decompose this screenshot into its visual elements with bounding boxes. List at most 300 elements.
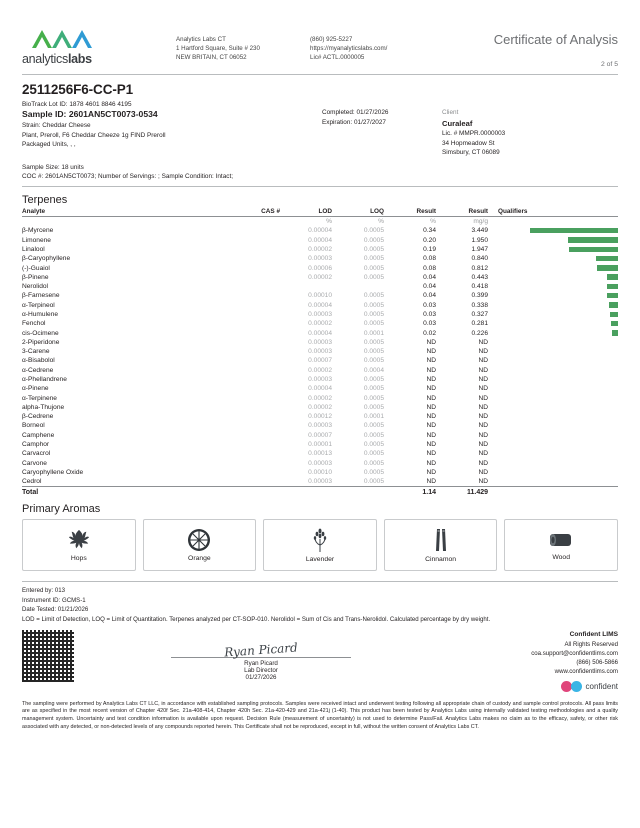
- lab-logo: [22, 26, 142, 66]
- cell-cas: [210, 310, 280, 319]
- cell-loq: 0.0005: [363, 273, 384, 281]
- table-row: [22, 412, 618, 421]
- dates-column: [322, 108, 442, 158]
- cell-analyte: Nerolidol: [22, 283, 49, 291]
- cell-qualifier-bar: [488, 440, 618, 449]
- cell-result-mgg: 0.443: [471, 273, 488, 281]
- cell-cas: [210, 347, 280, 356]
- cell-qualifier-bar: [488, 421, 618, 430]
- cell-lod: 0.00003: [308, 422, 332, 430]
- confident-title: Confident LIMS: [569, 631, 618, 639]
- terpenes-table-body: [22, 226, 618, 486]
- cell-qualifier-bar: [488, 236, 618, 245]
- cell-loq: 0.0005: [363, 478, 384, 486]
- lab-license: Lic# ACTL.0000005: [310, 53, 365, 61]
- cell-result-mgg: 3.449: [471, 227, 488, 235]
- cell-loq: 0.0005: [363, 320, 384, 328]
- units-result-percent: %: [430, 218, 436, 226]
- analytics-labs-logo-icon: [30, 26, 104, 50]
- cell-lod: 0.00003: [308, 478, 332, 486]
- cell-analyte: α-Cedrene: [22, 366, 54, 374]
- cell-result-percent: ND: [426, 422, 436, 430]
- lab-address-line-2: NEW BRITAIN, CT 06052: [176, 53, 247, 61]
- qr-code[interactable]: [22, 630, 74, 682]
- confident-rights: All Rights Reserved: [564, 640, 618, 648]
- signature-block: [171, 638, 351, 681]
- col-cas: CAS #: [210, 208, 280, 217]
- cell-qualifier-bar: [488, 477, 618, 487]
- lab-address-line-1: 1 Hartford Square, Suite # 230: [176, 44, 260, 52]
- cell-loq: 0.0005: [363, 403, 384, 411]
- sample-footnotes: [22, 163, 618, 182]
- logo-wordmark: [22, 52, 142, 66]
- cell-qualifier-bar: [488, 338, 618, 347]
- units-qual: [488, 217, 618, 227]
- cell-result-mgg: 1.950: [471, 236, 488, 244]
- cell-cas: [210, 468, 280, 477]
- cell-loq: 0.0004: [363, 366, 384, 374]
- signer-name: Ryan Picard: [244, 660, 278, 668]
- cell-loq: 0.0005: [363, 227, 384, 235]
- cell-analyte: Caryophyllene Oxide: [22, 468, 84, 476]
- col-analyte: Analyte: [22, 208, 210, 217]
- cell-qualifier-bar: [488, 384, 618, 393]
- lab-address-block: [176, 36, 296, 63]
- cell-result-mgg: ND: [478, 403, 488, 411]
- cell-result-percent: ND: [426, 403, 436, 411]
- cell-cas: [210, 236, 280, 245]
- cell-analyte: Limonene: [22, 236, 51, 244]
- cell-cas: [210, 384, 280, 393]
- cell-lod: 0.00002: [308, 320, 332, 328]
- cell-analyte: α-Pinene: [22, 385, 49, 393]
- cell-loq: 0.0005: [363, 246, 384, 254]
- cell-cas: [210, 393, 280, 402]
- packaged-line: Packaged Units, , ,: [22, 141, 76, 149]
- lod-loq-note: LOD = Limit of Detection, LOQ = Limit of Quantitation. Terpenes analyzed per CT-SOP-010. Nerolidol = Sum of Cis and Trans-Nerolidol. Calculated percentage by dry weight.: [22, 615, 491, 623]
- signer-role: Lab Director: [244, 667, 278, 675]
- expiration-label: Expiration:: [322, 118, 353, 126]
- units-cas: [210, 217, 280, 227]
- cell-cas: [210, 412, 280, 421]
- wood-icon: [547, 529, 575, 551]
- confident-website[interactable]: www.confidentlims.com: [554, 668, 618, 676]
- disclaimer-text: The sampling were performed by Analytics Labs CT LLC, in accordance with established sampling protocols. Samples were received intact and underwent testing following all appropriate chain of custody and sample control protocols. All pass limits are as specified in the most recent version of Chapter 420f Sec. 21a-408-414, Chapter 420h Sec. 21a-420-429 and 21a-421j (1-40). This product has been tested by Analytics Labs using internally validated testing methodologies and a quality management system. Uncertainty and test condition information is available upon request. Decision Rule (measurement of uncertainty) is not used to determine Pass/Fail. Analytics Labs makes no claim as to the efficacy, safety, or other risk associated with any detected, or non-detected levels of any compounds reported herein. This Certificate shall not be reproduced, except in full, without the written consent of Analytics Labs CT.: [22, 700, 618, 731]
- date-tested: Date Tested: 01/21/2026: [22, 606, 89, 614]
- cell-analyte: cis-Ocimene: [22, 329, 59, 337]
- logo-word-light: analytics: [22, 52, 68, 66]
- cell-cas: [210, 366, 280, 375]
- cell-result-percent: ND: [426, 478, 436, 486]
- cell-lod: [280, 282, 332, 291]
- col-result-percent: Result: [384, 208, 436, 217]
- table-row: [22, 375, 618, 384]
- cell-cas: [210, 245, 280, 254]
- cell-cas: [210, 301, 280, 310]
- cell-cas: [210, 440, 280, 449]
- cell-cas: [210, 282, 280, 291]
- completed-row: [322, 108, 442, 118]
- cell-qualifier-bar: [488, 366, 618, 375]
- cell-analyte: 3-Carene: [22, 348, 50, 356]
- table-row: [22, 273, 618, 282]
- aroma-label: Orange: [188, 555, 211, 563]
- cell-cas: [210, 375, 280, 384]
- aromas-section-title: Primary Aromas: [22, 503, 101, 516]
- confident-email[interactable]: coa.support@confidentlims.com: [531, 650, 618, 658]
- cell-analyte: Camphor: [22, 440, 50, 448]
- client-column: [442, 108, 602, 158]
- cell-analyte: α-Terpineol: [22, 301, 55, 309]
- col-lod: LOD: [280, 208, 332, 217]
- table-row: [22, 366, 618, 375]
- hops-icon: [68, 528, 90, 552]
- cell-cas: [210, 431, 280, 440]
- sample-info-column: [22, 108, 322, 158]
- client-address-1: 34 Hopmeadow St: [442, 139, 495, 147]
- aroma-card-hops: [22, 519, 136, 571]
- result-bar: [568, 237, 618, 243]
- cell-result-mgg: ND: [478, 478, 488, 486]
- terpenes-table: [22, 208, 618, 497]
- cell-analyte: α-Terpinene: [22, 394, 57, 402]
- result-bar: [609, 302, 618, 308]
- cell-lod: 0.00010: [308, 292, 332, 300]
- cell-cas: [210, 226, 280, 235]
- lab-name: Analytics Labs CT: [176, 36, 226, 43]
- cell-result-mgg: ND: [478, 450, 488, 458]
- col-qualifiers: Qualifiers: [488, 208, 618, 217]
- cell-analyte: Carvone: [22, 459, 47, 467]
- cell-analyte: β-Farnesene: [22, 292, 60, 300]
- cell-lod: 0.00002: [308, 273, 332, 281]
- table-row: [22, 254, 618, 263]
- cell-lod: 0.00003: [308, 338, 332, 346]
- cell-loq: 0.0005: [363, 440, 384, 448]
- cell-qualifier-bar: [488, 273, 618, 282]
- cell-analyte: (-)-Guaiol: [22, 264, 50, 272]
- confident-dot-pink-icon: [561, 681, 572, 692]
- cell-cas: [210, 338, 280, 347]
- table-row: [22, 282, 618, 291]
- signature-script: Ryan Picard: [223, 640, 299, 660]
- aroma-card-wood: [504, 519, 618, 571]
- total-lod: [280, 487, 332, 498]
- cell-analyte: Fenchol: [22, 320, 46, 328]
- logo-word-bold: labs: [67, 52, 92, 66]
- coc-line: COC #: 2601AN5CT0073; Number of Servings: ; Sample Condition: Intact;: [22, 173, 233, 181]
- cell-result-mgg: ND: [478, 357, 488, 365]
- cell-qualifier-bar: [488, 449, 618, 458]
- lab-website-link[interactable]: https://myanalyticslabs.com/: [310, 44, 388, 52]
- units-result-mgg: mg/g: [473, 218, 488, 226]
- client-address-2: Simsbury, CT 06089: [442, 149, 500, 157]
- cell-analyte: Cedrol: [22, 478, 42, 486]
- cell-cas: [210, 421, 280, 430]
- table-row: [22, 347, 618, 356]
- cell-qualifier-bar: [488, 282, 618, 291]
- cell-result-mgg: ND: [478, 413, 488, 421]
- cell-cas: [210, 319, 280, 328]
- cell-result-mgg: 0.812: [471, 264, 488, 272]
- cell-loq: 0.0005: [363, 375, 384, 383]
- aroma-card-cinnamon: [384, 519, 498, 571]
- units-lod: %: [326, 218, 332, 226]
- total-cas: [210, 487, 280, 498]
- cell-loq: 0.0005: [363, 255, 384, 263]
- cell-lod: 0.00003: [308, 348, 332, 356]
- cell-result-mgg: 0.281: [471, 320, 488, 328]
- lab-phone: (860) 925-5227: [310, 36, 353, 43]
- cell-lod: 0.00010: [308, 468, 332, 476]
- cell-result-mgg: ND: [478, 468, 488, 476]
- cell-result-percent: 0.08: [423, 255, 436, 263]
- aromas-row: [22, 519, 618, 571]
- table-header-row: [22, 208, 618, 217]
- cell-cas: [210, 263, 280, 272]
- cell-result-percent: ND: [426, 459, 436, 467]
- cell-result-percent: ND: [426, 348, 436, 356]
- cell-result-percent: 0.02: [423, 329, 436, 337]
- cell-cas: [210, 458, 280, 467]
- cell-result-mgg: ND: [478, 385, 488, 393]
- cell-lod: 0.00003: [308, 255, 332, 263]
- cell-result-mgg: ND: [478, 338, 488, 346]
- cell-cas: [210, 356, 280, 365]
- cell-qualifier-bar: [488, 291, 618, 300]
- aroma-label: Wood: [552, 554, 570, 562]
- table-row: [22, 310, 618, 319]
- cell-result-mgg: ND: [478, 366, 488, 374]
- cell-loq: [332, 282, 384, 291]
- confident-dot-blue-icon: [571, 681, 582, 692]
- cell-result-mgg: ND: [478, 348, 488, 356]
- lab-contact-block: [310, 36, 430, 63]
- cell-result-percent: 0.34: [423, 227, 436, 235]
- cell-qualifier-bar: [488, 245, 618, 254]
- cell-lod: 0.00003: [308, 311, 332, 318]
- cell-result-percent: ND: [426, 413, 436, 421]
- cell-loq: 0.0005: [363, 394, 384, 402]
- page-header: [22, 26, 618, 74]
- cell-loq: 0.0005: [363, 301, 384, 309]
- cell-loq: 0.0005: [363, 468, 384, 476]
- total-result-percent: 1.14: [384, 487, 436, 498]
- cell-result-mgg: ND: [478, 459, 488, 467]
- units-loq: %: [378, 218, 384, 226]
- cell-result-mgg: 0.226: [471, 329, 488, 337]
- confident-wordmark: confident: [585, 681, 618, 691]
- sample-id-label: Sample ID:: [22, 109, 67, 119]
- confident-lims-block: [448, 630, 618, 692]
- table-row: [22, 291, 618, 300]
- total-result-mgg: 11.429: [436, 487, 488, 498]
- cell-loq: 0.0005: [363, 357, 384, 365]
- cell-lod: 0.00002: [308, 246, 332, 254]
- cell-analyte: Camphene: [22, 431, 55, 439]
- table-row: [22, 458, 618, 467]
- cell-analyte: β-Caryophyllene: [22, 255, 71, 263]
- cell-lod: 0.00004: [308, 227, 332, 235]
- cell-lod: 0.00007: [308, 357, 332, 365]
- signature-date: 01/27/2026: [245, 674, 277, 682]
- cell-qualifier-bar: [488, 263, 618, 272]
- cell-result-mgg: 0.338: [471, 301, 488, 309]
- cell-cas: [210, 291, 280, 300]
- cell-analyte: Carvacrol: [22, 450, 51, 458]
- table-row: [22, 263, 618, 272]
- result-bar: [569, 247, 618, 253]
- table-row: [22, 328, 618, 337]
- completed-value: 01/27/2026: [356, 109, 389, 116]
- cell-cas: [210, 403, 280, 412]
- cell-qualifier-bar: [488, 328, 618, 337]
- cell-result-percent: 0.08: [423, 264, 436, 272]
- orange-icon: [187, 528, 211, 552]
- cell-lod: 0.00004: [308, 301, 332, 309]
- confident-phone: (866) 506-5866: [576, 659, 618, 667]
- cell-result-percent: ND: [426, 357, 436, 365]
- table-row: [22, 301, 618, 310]
- aroma-label: Hops: [70, 555, 87, 563]
- footer-meta: [22, 586, 618, 624]
- cell-loq: 0.0005: [363, 338, 384, 346]
- cell-loq: 0.0005: [363, 459, 384, 467]
- cell-cas: [210, 449, 280, 458]
- client-license: Lic. # MMPR.0000003: [442, 130, 506, 137]
- cell-result-mgg: 1.947: [471, 246, 488, 254]
- table-row: [22, 440, 618, 449]
- table-row: [22, 403, 618, 412]
- cell-analyte: β-Myrcene: [22, 227, 54, 235]
- cell-cas: [210, 254, 280, 263]
- cell-result-percent: ND: [426, 468, 436, 476]
- terpenes-section-title: Terpenes: [22, 194, 68, 207]
- cell-result-mgg: ND: [478, 394, 488, 402]
- table-row: [22, 245, 618, 254]
- signature-line: [171, 638, 351, 658]
- strain-line: Strain: Cheddar Cheese: [22, 121, 91, 129]
- cell-cas: [210, 273, 280, 282]
- cell-loq: 0.0005: [363, 422, 384, 430]
- cell-lod: 0.00007: [308, 431, 332, 439]
- cell-result-percent: ND: [426, 338, 436, 346]
- expiration-row: [322, 118, 442, 128]
- cell-qualifier-bar: [488, 431, 618, 440]
- aroma-label: Cinnamon: [425, 556, 457, 564]
- cell-result-mgg: 0.418: [471, 283, 488, 291]
- total-loq: [332, 487, 384, 498]
- cell-result-percent: 0.04: [423, 273, 436, 281]
- table-row: [22, 449, 618, 458]
- cell-qualifier-bar: [488, 458, 618, 467]
- cell-loq: 0.0001: [363, 413, 384, 421]
- cell-qualifier-bar: [488, 347, 618, 356]
- header-divider: [22, 74, 618, 75]
- client-label: Client: [442, 109, 459, 116]
- product-line: Plant, Preroll, F6 Cheddar Cheeze 1g FIND Preroll: [22, 131, 166, 139]
- cell-qualifier-bar: [488, 393, 618, 402]
- cell-lod: 0.00013: [308, 450, 332, 458]
- sample-id-value: 2601AN5CT0073-0534: [68, 109, 158, 119]
- cell-analyte: Linalool: [22, 246, 45, 254]
- result-bar: [596, 256, 618, 262]
- footer-divider: [22, 581, 618, 582]
- table-row: [22, 236, 618, 245]
- cell-result-percent: 0.20: [423, 236, 436, 244]
- confident-logo: [448, 681, 618, 693]
- cell-result-mgg: ND: [478, 375, 488, 383]
- signature-area: [22, 630, 618, 692]
- instrument-id: Instrument ID: GCMS-1: [22, 596, 86, 604]
- biotrack-lot: BioTrack Lot ID: 1878 4601 8846 4195: [22, 101, 132, 108]
- cell-analyte: β-Cedrene: [22, 413, 54, 421]
- cell-qualifier-bar: [488, 412, 618, 421]
- table-row: [22, 319, 618, 328]
- cell-loq: 0.0005: [363, 450, 384, 458]
- units-blank: [22, 217, 210, 227]
- result-bar: [610, 312, 618, 318]
- cell-lod: 0.00012: [308, 413, 332, 421]
- page-title: Certificate of Analysis: [493, 32, 618, 47]
- result-bar: [607, 274, 618, 280]
- cell-analyte: 2-Piperidone: [22, 338, 60, 346]
- cell-loq: 0.0005: [363, 385, 384, 393]
- col-loq: LOQ: [332, 208, 384, 217]
- page-number: 2 of 5: [600, 61, 618, 68]
- cell-qualifier-bar: [488, 375, 618, 384]
- cell-lod: 0.00002: [308, 394, 332, 402]
- client-name: Curaleaf: [442, 118, 473, 128]
- aroma-label: Lavender: [305, 556, 335, 564]
- cell-result-percent: ND: [426, 440, 436, 448]
- cell-analyte: α-Bisabolol: [22, 357, 55, 365]
- result-bar: [607, 284, 618, 290]
- cell-result-percent: ND: [426, 385, 436, 393]
- table-row: [22, 431, 618, 440]
- cell-qualifier-bar: [488, 301, 618, 310]
- cell-qualifier-bar: [488, 226, 618, 235]
- cell-result-percent: 0.04: [423, 283, 436, 291]
- expiration-value: 01/27/2027: [353, 118, 386, 126]
- cell-lod: 0.00001: [308, 440, 332, 448]
- sample-code: 2511256F6-CC-P1: [22, 82, 134, 97]
- result-bar: [597, 265, 618, 271]
- sample-size: Sample Size: 18 units: [22, 163, 84, 171]
- sample-info-grid: [22, 108, 618, 158]
- coa-title-block: [430, 26, 618, 68]
- cell-analyte: α-Phellandrene: [22, 375, 67, 383]
- cinnamon-icon: [430, 527, 452, 553]
- cell-result-percent: 0.19: [423, 246, 436, 254]
- cell-result-percent: ND: [426, 431, 436, 439]
- result-bar: [612, 330, 618, 336]
- cell-loq: 0.0005: [363, 264, 384, 272]
- cell-lod: 0.00002: [308, 403, 332, 411]
- cell-result-percent: 0.03: [423, 320, 436, 328]
- cell-loq: 0.0005: [363, 311, 384, 318]
- cell-result-mgg: ND: [478, 431, 488, 439]
- sample-id-row: [22, 108, 322, 121]
- result-bar: [611, 321, 618, 327]
- cell-cas: [210, 477, 280, 487]
- col-result-mgg: Result: [436, 208, 488, 217]
- entered-by: Entered by: 013: [22, 587, 66, 595]
- table-total-row: [22, 487, 618, 498]
- cell-analyte: α-Humulene: [22, 311, 59, 318]
- cell-lod: 0.00004: [308, 236, 332, 244]
- cell-loq: 0.0005: [363, 292, 384, 300]
